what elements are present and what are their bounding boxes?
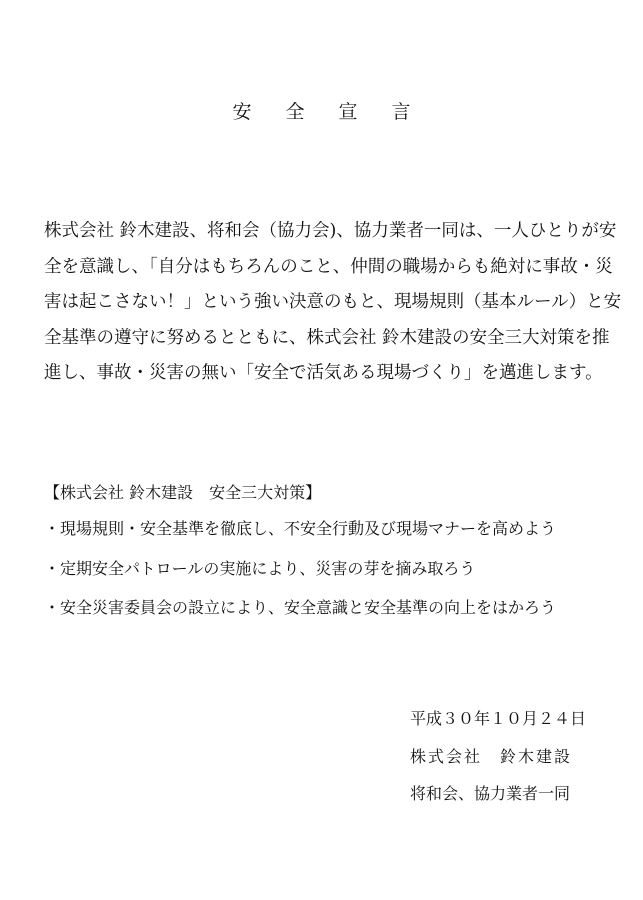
signature-block [410, 708, 610, 821]
measure-item-3: ・安全災害委員会の設立により、安全意識と安全基準の向上をはかろう [44, 598, 557, 617]
signature-company: 株式会社 鈴木建設 [410, 746, 573, 766]
declaration-line-4: 全基準の遵守に努めるとともに、株式会社 鈴木建設の安全三大対策を推 [44, 327, 610, 348]
measures-heading: 【株式会社 鈴木建設 安全三大対策】 [44, 483, 322, 502]
measure-item-2: ・定期安全パトロールの実施により、災害の芽を摘み取ろう [44, 558, 476, 578]
measures-list [44, 518, 614, 619]
signature-date: 平成３０年１０月２４日 [410, 709, 587, 728]
signature-partners: 将和会、協力業者一同 [410, 784, 571, 803]
measure-item-1: ・現場規則・安全基準を徹底し、不安全行動及び現場マナーを高めよう [44, 519, 557, 538]
safety-measures-section [44, 482, 614, 637]
declaration-line-5: 進し、事故・災害の無い「安全で活気ある現場づくり」を邁進します。 [44, 363, 603, 383]
declaration-line-1: 株式会社 鈴木建設、将和会（協力会)、協力業者一同は、一人ひとりが安 [44, 221, 617, 241]
declaration-line-2: 全を意識し、「自分はもちろんのこと、仲間の職場からも絶対に事故・災 [44, 256, 613, 277]
document-title: 安 全 宣 言 [232, 101, 425, 123]
declaration-body [44, 214, 622, 392]
declaration-line-3: 害は起こさない！」という強い決意のもと、現場規則（基本ルール）と安 [44, 292, 622, 312]
